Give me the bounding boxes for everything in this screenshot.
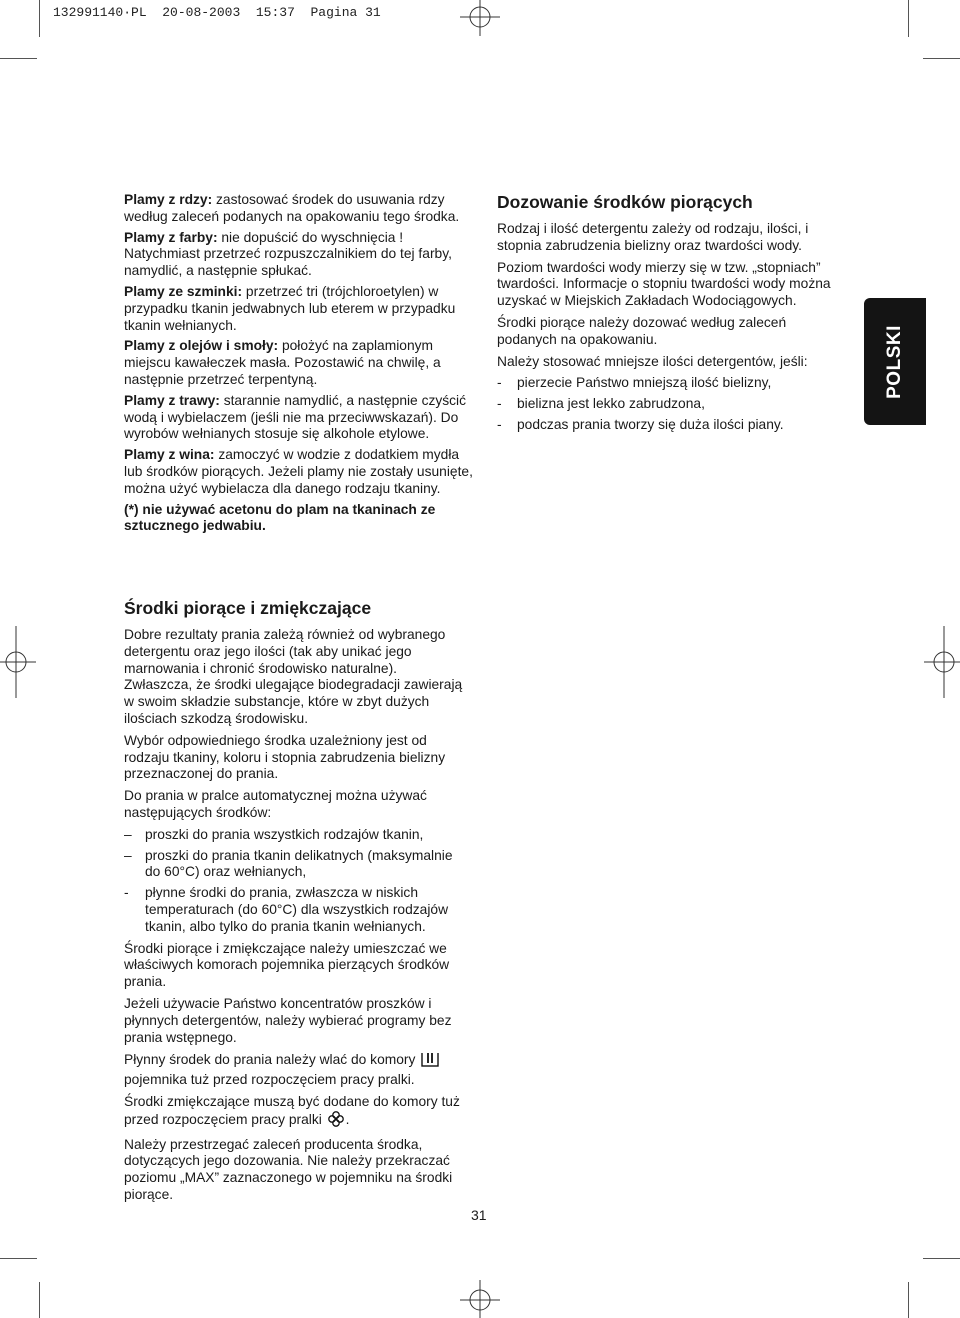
trim-mark-bottom-right-v (908, 1282, 909, 1318)
slug-job: 132991140·PL (53, 5, 147, 20)
trim-mark-bottom-left-h (0, 1258, 37, 1259)
trim-mark-top-left-v (39, 0, 40, 37)
trim-mark-top-left-h (0, 58, 37, 59)
dosing-column (497, 192, 842, 439)
page-number: 31 (471, 1207, 487, 1223)
language-tab (864, 298, 926, 425)
language-tab-label: POLSKI (884, 324, 906, 399)
stain-paint: Plamy z farby: nie dopuścić do wyschnięcia ! Natychmiast przetrzeć rozpuszczalnikiem do tej farby, namydlić, a następnie spłukać. (124, 229, 452, 279)
slug-date: 20-08-2003 (162, 5, 241, 20)
detergents-heading: Środki piorące i zmiękczające (124, 598, 372, 618)
registration-mark-left-icon (0, 626, 36, 698)
dosing-paragraph: Należy stosować mniejsze ilości detergentów, jeśli: (497, 353, 808, 369)
stain-grass: Plamy z trawy: starannie namydlić, a następnie czyścić wodą i wybielaczem (jeśli nie ma przeciwwskazań). Do wyrobów wełnianych stosuje się alkohole etylowe. (124, 392, 467, 442)
print-slug (53, 5, 381, 20)
liquid-detergent-paragraph: Płynny środek do prania należy wlać do komory pojemnika tuż przed rozpoczęciem pracy pralki. (124, 1051, 469, 1089)
registration-mark-right-icon (924, 626, 960, 698)
list-item: - bielizna jest lekko zabrudzona, (497, 396, 705, 412)
trim-mark-top-right-v (908, 0, 909, 37)
detergents-section (124, 598, 469, 1209)
detergents-paragraph: Środki piorące i zmiękczające należy umieszczać we właściwych komorach pojemnika pierzących środków prania. (124, 940, 450, 990)
detergent-types-list (124, 827, 469, 936)
detergents-paragraph: Wybór odpowiedniego środka uzależniony jest od rodzaju tkaniny, koloru i stopnia zabrudzenia bielizny przeznaczonej do prania. (124, 732, 446, 782)
detergents-paragraph: Dobre rezultaty prania zależą również od wybranego detergentu oraz jego ilości (tak aby unikać jego marnowania i chronić środowisko naturalne). Zwłaszcza, że środki ulegające biodegradacji zawierają w swoim składzie substancje, które w zbyt dużych ilościach szkodzą środowisku. (124, 627, 463, 726)
registration-mark-bottom-icon (460, 1280, 500, 1318)
dosing-paragraph: Poziom twardości wody mierzy się w tzw. „stopniach” twardości. Informacje o stopniu twardości wody można uzyskać w Miejskich Zakładach Wodociągowych. (497, 259, 831, 309)
detergents-paragraph: Należy przestrzegać zaleceń producenta środka, dotyczących jego dozowania. Nie należy przekraczać poziomu „MAX” zaznaczonego w pojemniku na środki piorące. (124, 1136, 453, 1202)
list-item: - pierzecie Państwo mniejszą ilość bielizny, (497, 375, 772, 391)
list-item: – proszki do prania tkanin delikatnych (maksymalnie do 60°C) oraz wełnianych, (124, 847, 453, 880)
dosing-heading: Dozowanie środków piorących (497, 192, 753, 212)
slug-time: 15:37 (255, 5, 295, 20)
slug-page-label: Pagina 31 (310, 5, 381, 20)
acetone-warning: (*) nie używać acetonu do plam na tkaninach ze sztucznego jedwabiu. (124, 501, 436, 534)
stain-oil-tar: Plamy z olejów i smoły: położyć na zaplamionym miejscu kawałeczek masła. Pozostawić na chwilę, a następnie przetrzeć terpentyną. (124, 338, 441, 387)
list-item: - podczas prania tworzy się duża ilości piany. (497, 416, 784, 432)
dosing-paragraph: Rodzaj i ilość detergentu zależy od rodzaju, ilości, i stopnia zabrudzenia bielizny oraz twardości wody. (497, 221, 809, 253)
registration-mark-top-icon (460, 0, 500, 36)
trim-mark-top-right-h (923, 58, 960, 59)
trim-mark-bottom-left-v (39, 1282, 40, 1318)
dosing-paragraph: Środki piorące należy dozować według zaleceń podanych na opakowaniu. (497, 314, 787, 347)
detergents-paragraph: Jeżeli używacie Państwo koncentratów proszków i płynnych detergentów, należy wybierać programy bez prania wstępnego. (124, 995, 452, 1045)
detergents-paragraph: Do prania w pralce automatycznej można używać następujących środków: (124, 788, 427, 820)
dosing-list (497, 375, 842, 433)
stain-removal-column (124, 192, 474, 539)
stain-lipstick: Plamy ze szminki: przetrzeć tri (trójchloroetylen) w przypadku tkanin jedwabnych lub eterem w przypadku tkanin wełnianych. (124, 283, 456, 333)
list-item: – proszki do prania wszystkich rodzajów tkanin, (124, 826, 424, 842)
stain-wine: Plamy z wina: zamoczyć w wodzie z dodatkiem mydła lub środków piorących. Jeżeli plamy nie zostały usunięte, można użyć wybielacza dla danego rodzaju tkaniny. (124, 447, 473, 496)
list-item: - płynne środki do prania, zwłaszcza w niskich temperaturach (do 60°C) dla wszystkich rodzajów tkanin, albo tylko do prania tkanin wełnianych. (124, 885, 449, 934)
stain-rust: Plamy z rdzy: zastosować środek do usuwania rdzy według zaleceń podanych na opakowaniu tego środka. (124, 192, 460, 224)
compartment-II-icon (421, 1051, 439, 1072)
flower-icon (328, 1111, 344, 1132)
trim-mark-bottom-right-h (923, 1258, 960, 1259)
softener-paragraph: Środki zmiękczające muszą być dodane do komory tuż przed rozpoczęciem pracy pralki . (124, 1094, 469, 1132)
